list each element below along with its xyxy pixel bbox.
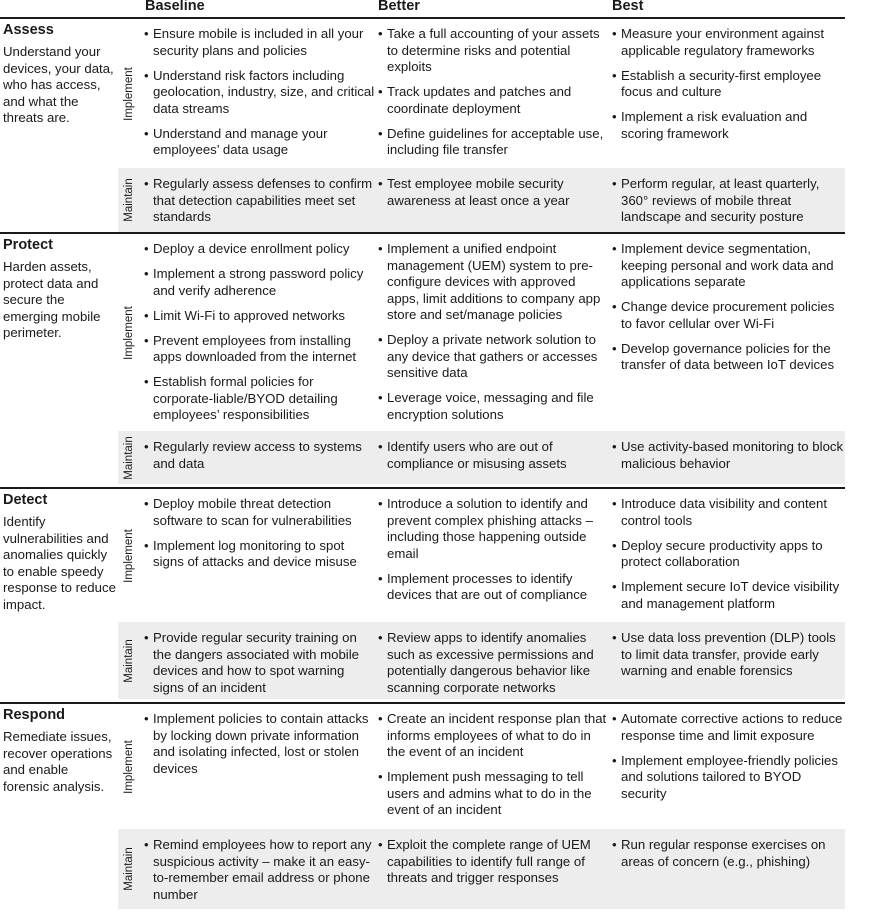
maintain-column-better (378, 176, 610, 218)
implement-label (118, 492, 140, 620)
list-item: • Implement a risk evaluation and scoring framework (612, 109, 844, 142)
section-divider (0, 487, 845, 489)
section-divider (0, 232, 845, 234)
maintain-label-text: Maintain (123, 847, 135, 891)
list-item: • Implement log monitoring to spot signs of attacks and device misuse (144, 538, 376, 571)
maintain-column-baseline (144, 837, 376, 912)
maintain-column-best (612, 176, 844, 234)
list-item: • Use activity-based monitoring to block malicious behavior (612, 439, 844, 472)
list-item: • Use data loss prevention (DLP) tools to limit data transfer, provide early warning and enable forensics (612, 630, 844, 680)
list-item: • Automate corrective actions to reduce response time and limit exposure (612, 711, 844, 744)
maintain-label (118, 168, 140, 232)
implement-column-best (612, 496, 844, 621)
section-detect (0, 492, 845, 701)
implement-label (118, 707, 140, 827)
list-item: • Develop governance policies for the transfer of data between IoT devices (612, 341, 844, 374)
section-assess (0, 22, 845, 234)
maintain-band (118, 168, 845, 232)
maintain-column-baseline (144, 439, 376, 481)
section-description: Understand your devices, your data, who has access, and what the threats are. (3, 44, 114, 125)
maintain-column-best (612, 837, 844, 879)
list-item: • Understand risk factors including geolocation, industry, size, and critical data streams (144, 68, 376, 118)
list-item: • Remind employees how to report any suspicious activity – make it an easy-to-remember email address or phone number (144, 837, 376, 903)
implement-band (118, 22, 845, 166)
list-item: • Track updates and patches and coordinate deployment (378, 84, 610, 117)
list-item: • Implement push messaging to tell users and admins what to do in the event of an incident (378, 769, 610, 819)
section-description: Remediate issues, recover operations and enable forensic analysis. (3, 729, 113, 794)
list-item: • Regularly review access to systems and data (144, 439, 376, 472)
list-item: • Regularly assess defenses to confirm that detection capabilities meet set standards (144, 176, 376, 226)
section-title: Assess (3, 22, 54, 38)
implement-column-best (612, 711, 844, 811)
list-item: • Understand and manage your employees’ data usage (144, 126, 376, 159)
section-divider (0, 702, 845, 704)
list-item: • Deploy a private network solution to any device that gathers or accesses sensitive data (378, 332, 610, 382)
column-header-baseline: Baseline (145, 0, 205, 14)
maintain-column-baseline (144, 630, 376, 705)
implement-band (118, 707, 845, 827)
section-title: Respond (3, 707, 66, 723)
implement-label (118, 22, 140, 166)
implement-label-text: Implement (123, 529, 135, 583)
section-respond (0, 707, 845, 911)
implement-column-better (378, 26, 610, 167)
list-item: • Deploy a device enrollment policy (144, 241, 376, 258)
implement-label (118, 237, 140, 429)
implement-column-better (378, 241, 610, 432)
list-item: • Establish formal policies for corporate-liable/BYOD detailing employees’ responsibilities (144, 374, 376, 424)
maintain-column-baseline (144, 176, 376, 234)
implement-column-baseline (144, 496, 376, 579)
maintain-label (118, 829, 140, 909)
implement-column-baseline (144, 26, 376, 167)
list-item: • Change device procurement policies to favor cellular over Wi-Fi (612, 299, 844, 332)
implement-column-baseline (144, 711, 376, 786)
list-item: • Introduce a solution to identify and prevent complex phishing attacks – including those happening outside email (378, 496, 610, 562)
list-item: • Ensure mobile is included in all your security plans and policies (144, 26, 376, 59)
section-description: Harden assets, protect data and secure the emerging mobile perimeter. (3, 259, 101, 340)
list-item: • Run regular response exercises on areas of concern (e.g., phishing) (612, 837, 844, 870)
implement-column-best (612, 26, 844, 151)
list-item: • Identify users who are out of compliance or misusing assets (378, 439, 610, 472)
maintain-label (118, 431, 140, 484)
section-protect (0, 237, 845, 486)
list-item: • Test employee mobile security awareness at least once a year (378, 176, 610, 209)
maintain-band (118, 622, 845, 699)
maintain-column-best (612, 630, 844, 688)
section-description: Identify vulnerabilities and anomalies quickly to enable speedy response to reduce impact. (3, 514, 116, 612)
list-item: • Review apps to identify anomalies such as excessive permissions and potentially dangerous behavior like scanning corporate networks (378, 630, 610, 696)
list-item: • Deploy mobile threat detection software to scan for vulnerabilities (144, 496, 376, 529)
list-item: • Implement secure IoT device visibility and management platform (612, 579, 844, 612)
implement-band (118, 492, 845, 620)
list-item: • Exploit the complete range of UEM capabilities to identify full range of threats and trigger responses (378, 837, 610, 887)
maintain-band (118, 829, 845, 909)
list-item: • Leverage voice, messaging and file encryption solutions (378, 390, 610, 423)
implement-column-better (378, 711, 610, 827)
list-item: • Implement policies to contain attacks by locking down private information and isolating infected, lost or stolen devices (144, 711, 376, 777)
list-item: • Limit Wi-Fi to approved networks (144, 308, 376, 325)
implement-label-text: Implement (123, 67, 135, 121)
list-item: • Prevent employees from installing apps downloaded from the internet (144, 333, 376, 366)
maintain-label-text: Maintain (123, 435, 135, 480)
section-title: Detect (3, 492, 48, 508)
list-item: • Implement a strong password policy and verify adherence (144, 266, 376, 299)
implement-column-better (378, 496, 610, 612)
implement-column-best (612, 241, 844, 382)
implement-label-text: Implement (123, 306, 135, 360)
list-item: • Establish a security-first employee focus and culture (612, 68, 844, 101)
list-item: • Deploy secure productivity apps to protect collaboration (612, 538, 844, 571)
list-item: • Implement a unified endpoint management (UEM) system to pre-configure devices with approved apps, limit additions to company app store and set/manage policies (378, 241, 610, 324)
list-item: • Implement employee-friendly policies and solutions tailored to BYOD security (612, 753, 844, 803)
table-header (0, 0, 880, 17)
list-item: • Introduce data visibility and content control tools (612, 496, 844, 529)
maintain-label-text: Maintain (123, 178, 135, 222)
maintain-band (118, 431, 845, 484)
maintain-column-best (612, 439, 844, 481)
maintain-label (118, 622, 140, 699)
list-item: • Implement processes to identify devices that are out of compliance (378, 571, 610, 604)
maintain-column-better (378, 630, 610, 705)
column-header-best: Best (612, 0, 644, 14)
header-divider (0, 17, 845, 19)
section-title: Protect (3, 237, 53, 253)
maintain-column-better (378, 439, 610, 481)
list-item: • Perform regular, at least quarterly, 360° reviews of mobile threat landscape and security posture (612, 176, 844, 226)
list-item: • Measure your environment against applicable regulatory frameworks (612, 26, 844, 59)
list-item: • Implement device segmentation, keeping personal and work data and applications separate (612, 241, 844, 291)
column-header-better: Better (378, 0, 420, 14)
list-item: • Provide regular security training on the dangers associated with mobile devices and how to spot warning signs of an incident (144, 630, 376, 696)
maintain-label-text: Maintain (123, 638, 135, 683)
list-item: • Take a full accounting of your assets to determine risks and potential exploits (378, 26, 610, 76)
implement-column-baseline (144, 241, 376, 432)
list-item: • Create an incident response plan that informs employees of what to do in the event of an incident (378, 711, 610, 761)
maintain-column-better (378, 837, 610, 895)
list-item: • Define guidelines for acceptable use, including file transfer (378, 126, 610, 159)
implement-band (118, 237, 845, 429)
implement-label-text: Implement (123, 740, 135, 794)
